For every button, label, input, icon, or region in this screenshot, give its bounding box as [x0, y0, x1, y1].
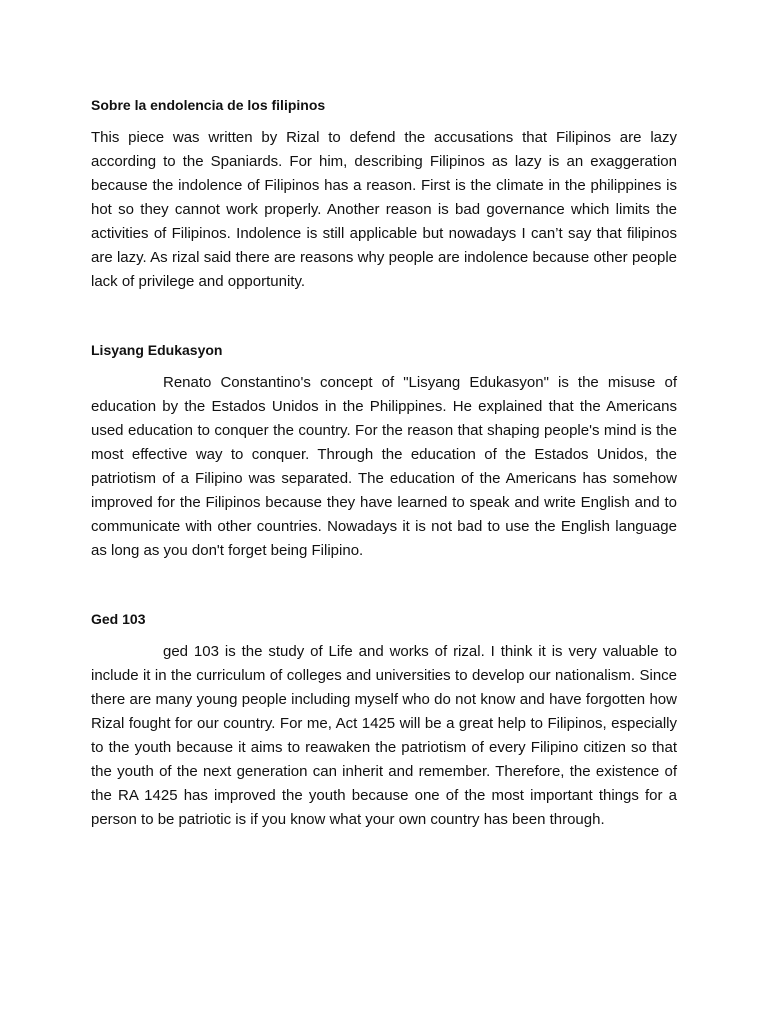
section-ged-103 [91, 607, 677, 832]
section-sobre-la-endolencia [91, 93, 677, 294]
section-paragraph: This piece was written by Rizal to defend the accusations that Filipinos are lazy according to the Spaniards. For him, describing Filipinos as lazy is an exaggeration because the indolence of Filipinos has a reason. First is the climate in the philippines is hot so they cannot work properly. Another reason is bad governance which limits the activities of Filipinos. Indolence is still applicable but nowadays I can’t say that filipinos are lazy. As rizal said there are reasons why people are indolence because other people lack of privilege and opportunity. [91, 129, 677, 290]
document-body [91, 93, 677, 832]
section-heading: Sobre la endolencia de los filipinos [91, 97, 326, 113]
section-heading: Lisyang Edukasyon [91, 342, 223, 358]
section-paragraph: Renato Constantino's concept of "Lisyang Edukasyon" is the misuse of education by the Estados Unidos in the Philippines. He explained that the Americans used education to conquer the country. For the reason that shaping people's mind is the most effective way to conquer. Through the education of the Estados Unidos, the patriotism of a Filipino was separated. The education of the Americans has somehow improved for the Filipinos because they have learned to speak and write English and to communicate with other countries. Nowadays it is not bad to use the English language as long as you don't forget being Filipino. [91, 374, 677, 559]
section-paragraph: ged 103 is the study of Life and works of rizal. I think it is very valuable to include it in the curriculum of colleges and universities to develop our nationalism. Since there are many young people including myself who do not know and have forgotten how Rizal fought for our country. For me, Act 1425 will be a great help to Filipinos, especially to the youth because it aims to reawaken the patriotism of every Filipino citizen so that the youth of the next generation can inherit and remember. Therefore, the existence of the RA 1425 has improved the youth because one of the most important things for a person to be patriotic is if you know what your own country has been through. [91, 643, 677, 828]
section-lisyang-edukasyon [91, 338, 677, 563]
section-spacer [91, 563, 677, 607]
section-heading: Ged 103 [91, 611, 146, 627]
section-spacer [91, 294, 677, 338]
